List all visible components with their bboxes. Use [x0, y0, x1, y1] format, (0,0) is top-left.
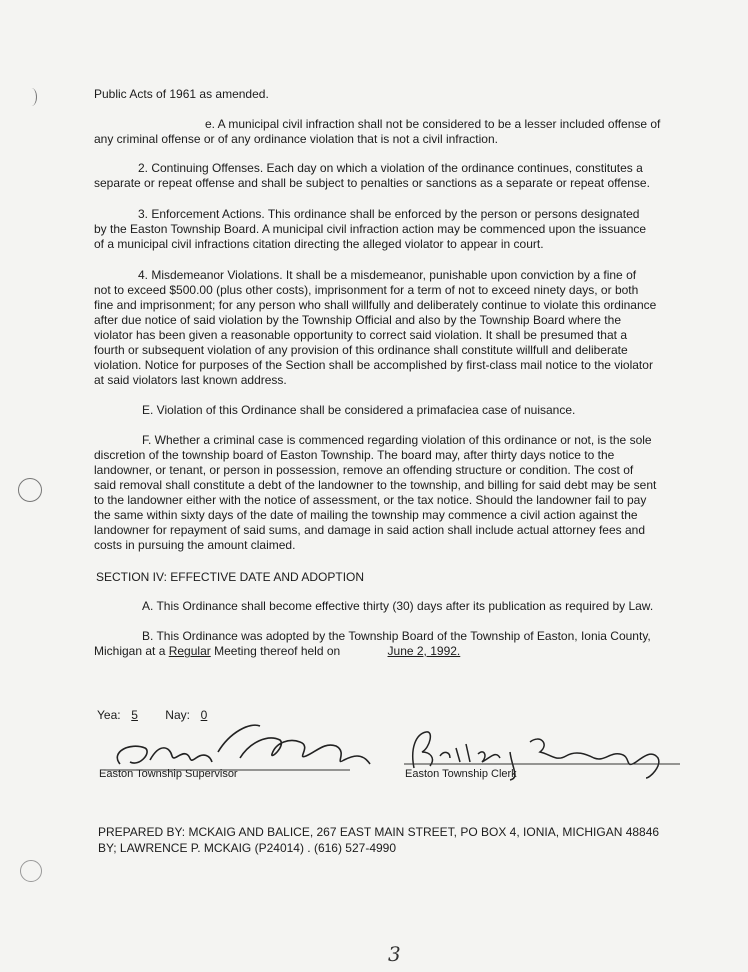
paragraph-B-text: Meeting thereof held on [214, 644, 341, 658]
paragraph-A: A. This Ordinance shall become effective thirty (30) days after its publication as required by Law. [142, 599, 654, 613]
supervisor-label: Easton Township Supervisor [99, 768, 238, 780]
paragraph-F-line: discretion of the township board of Easton Township. The board may, after thirty days notice to the [94, 448, 615, 462]
paragraph-4-line: not to exceed $500.00 (plus other costs), imprisonment for a term of not to exceed ninety days, or both [94, 283, 639, 297]
adoption-date: June 2, 1992. [387, 644, 461, 658]
clerk-label: Easton Township Clerk [405, 768, 517, 780]
paragraph-F-line: to the landowner either with the notice of assessment, or the tax notice. Should the landowner fail to pay [94, 493, 647, 507]
paragraph-4-line: violation. Notice for purposes of the Section shall be accomplished by first-class mail notice to the violator [94, 358, 653, 372]
paragraph-B-line [94, 644, 460, 659]
paragraph-E: E. Violation of this Ordinance shall be considered a primafaciea case of nuisance. [142, 403, 576, 417]
scan-mark [26, 88, 37, 106]
paragraph-3-line: of a municipal civil infractions citation directing the alleged violator to appear in court. [94, 237, 544, 251]
yea-count: 5 [131, 708, 138, 722]
meeting-type: Regular [168, 644, 211, 658]
paragraph-e-line: e. A municipal civil infraction shall not be considered to be a lesser included offense of [205, 117, 661, 131]
hole-punch-mark [20, 860, 42, 882]
prepared-by-line: BY; LAWRENCE P. MCKAIG (P24014) . (616) 527-4990 [98, 841, 397, 855]
section-heading: SECTION IV: EFFECTIVE DATE AND ADOPTION [96, 570, 365, 584]
paragraph-3-line: 3. Enforcement Actions. This ordinance shall be enforced by the person or persons designated [138, 207, 640, 221]
paragraph-e-line: any criminal offense or of any ordinance violation that is not a civil infraction. [94, 132, 498, 146]
nay-label: Nay: [165, 708, 190, 722]
paragraph-2-line: 2. Continuing Offenses. Each day on which a violation of the ordinance continues, constitutes a [138, 161, 643, 175]
paragraph-F-line: costs in pursuing the amount claimed. [94, 538, 296, 552]
paragraph-F-line: F. Whether a criminal case is commenced regarding violation of this ordinance or not, is the sole [142, 433, 652, 447]
paragraph-3-line: by the Easton Township Board. A municipal civil infraction action may be commenced upon the issuance [94, 222, 647, 236]
prepared-by-line: PREPARED BY: MCKAIG AND BALICE, 267 EAST MAIN STREET, PO BOX 4, IONIA, MICHIGAN 48846 [98, 825, 660, 839]
paragraph-F-line: the same within sixty days of the date of mailing the township may commence a civil action against the [94, 508, 638, 522]
paragraph-4-line: violator has been given a reasonable opportunity to correct said violation. It shall be presumed that a [94, 328, 627, 342]
paragraph-F-line: landowner, or tenant, or person in possession, remove an offending structure or condition. The cost of [94, 463, 634, 477]
paragraph-4-line: at said violators last known address. [94, 373, 287, 387]
hole-punch-mark [18, 478, 42, 502]
paragraph-F-line: said removal shall constitute a debt of the landowner to the township, and billing for said debt may be sent [94, 478, 657, 492]
yea-label: Yea: [97, 708, 121, 722]
nay-count: 0 [200, 708, 208, 722]
paragraph-4-line: after due notice of said violation by the Township Official and also by the Township Board where the [94, 313, 621, 327]
paragraph-4-line: 4. Misdemeanor Violations. It shall be a misdemeanor, punishable upon conviction by a fine of [138, 268, 637, 282]
paragraph-B-text: Michigan at a [94, 644, 166, 658]
continuation-text: Public Acts of 1961 as amended. [94, 87, 269, 101]
paragraph-4-line: fine and imprisonment; for any person who shall willfully and deliberately continue to violate this ordinance [94, 298, 657, 312]
page-number: 3 [388, 942, 401, 966]
paragraph-4-line: fourth or subsequent violation of any provision of this ordinance shall constitute willfull and deliberate [94, 343, 628, 357]
paragraph-2-line: separate or repeat offense and shall be subject to penalties or sanctions as a separate or repeat offense. [94, 176, 650, 190]
paragraph-B-line: B. This Ordinance was adopted by the Township Board of the Township of Easton, Ionia County, [142, 629, 651, 643]
paragraph-F-line: landowner for repayment of said sums, and damage in said action shall include actual attorney fees and [94, 523, 645, 537]
